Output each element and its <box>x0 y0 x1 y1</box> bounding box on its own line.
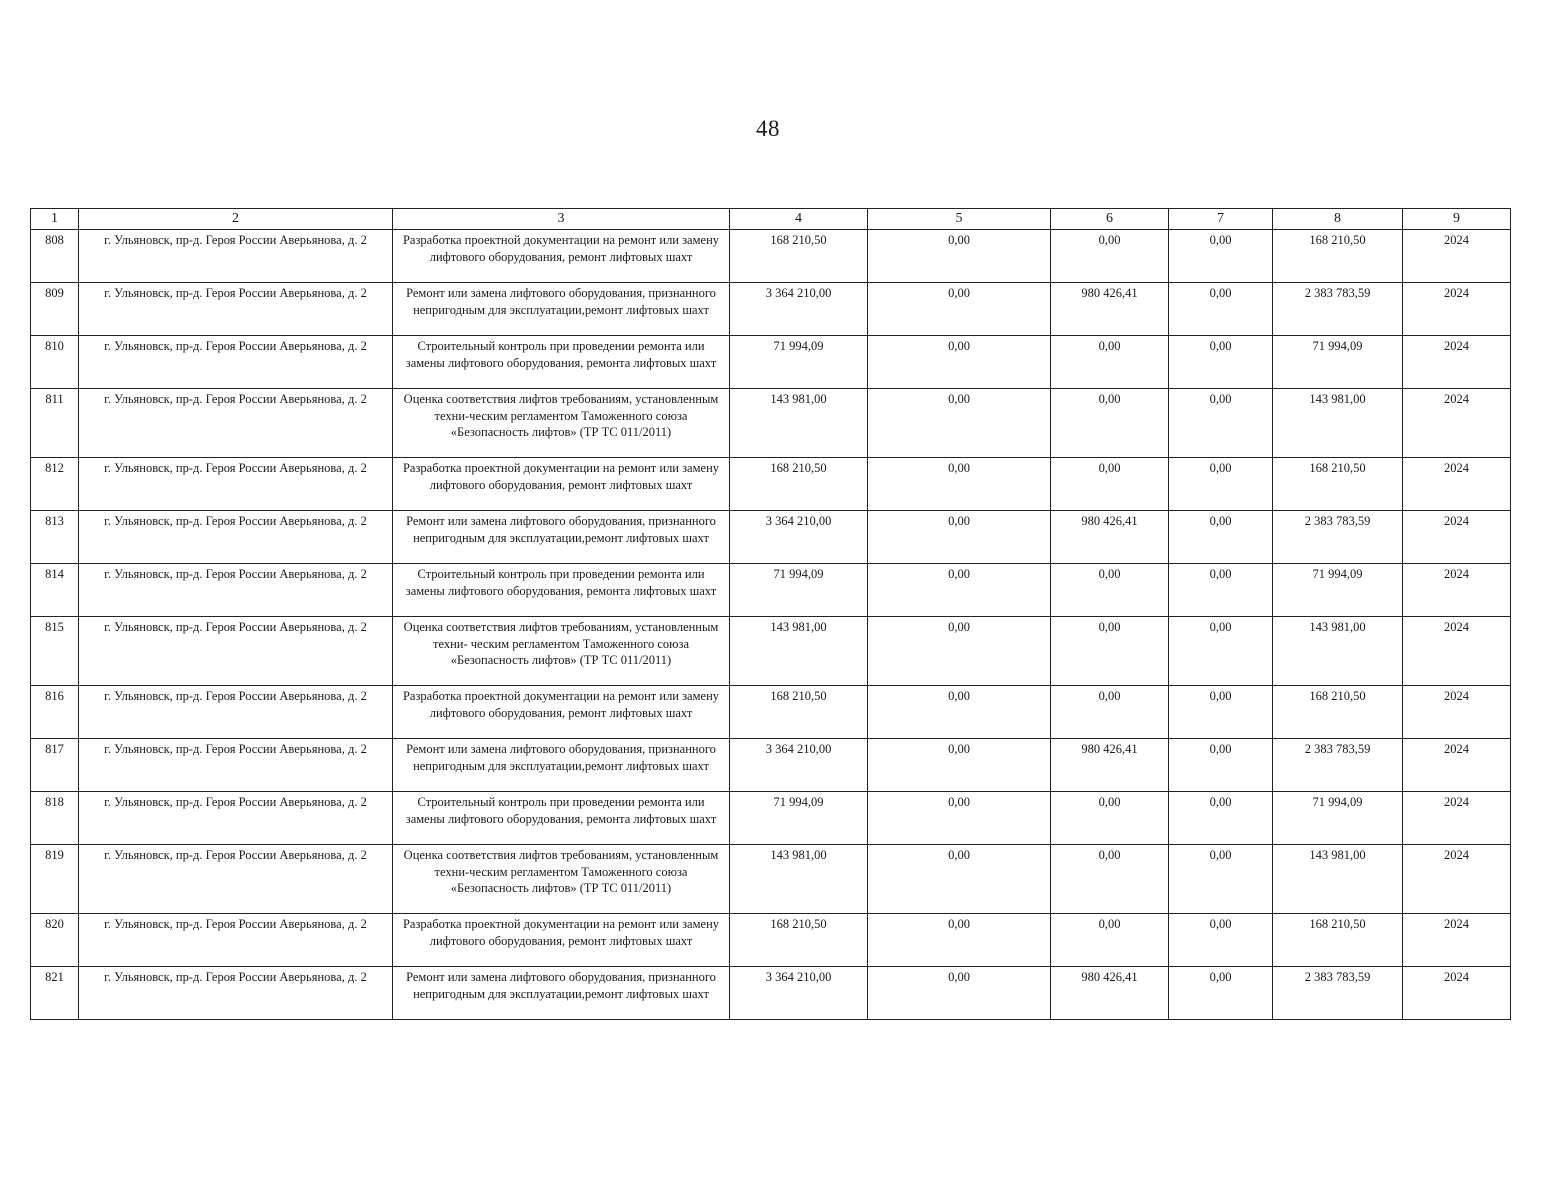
column-6-cell: 0,00 <box>1051 686 1169 739</box>
table-body <box>31 230 1511 1020</box>
column-4-cell: 168 210,50 <box>730 458 868 511</box>
column-8-cell: 143 981,00 <box>1273 845 1403 914</box>
column-header: 3 <box>393 209 730 230</box>
column-7-cell: 0,00 <box>1169 389 1273 458</box>
work-description-cell: Строительный контроль при проведении ремонта или замены лифтового оборудования, ремонта лифтовых шахт <box>393 792 730 845</box>
column-5-cell: 0,00 <box>868 564 1051 617</box>
column-5-cell: 0,00 <box>868 792 1051 845</box>
column-7-cell: 0,00 <box>1169 967 1273 1020</box>
column-9-cell: 2024 <box>1403 458 1511 511</box>
column-5-cell: 0,00 <box>868 617 1051 686</box>
page-number: 48 <box>756 116 780 141</box>
column-5-cell: 0,00 <box>868 283 1051 336</box>
column-9-cell: 2024 <box>1403 283 1511 336</box>
work-description-cell: Строительный контроль при проведении ремонта или замены лифтового оборудования, ремонта лифтовых шахт <box>393 564 730 617</box>
column-9-cell: 2024 <box>1403 336 1511 389</box>
column-7-cell: 0,00 <box>1169 617 1273 686</box>
address-cell: г. Ульяновск, пр-д. Героя России Аверьянова, д. 2 <box>79 389 393 458</box>
column-5-cell: 0,00 <box>868 739 1051 792</box>
work-description-cell: Разработка проектной документации на ремонт или замену лифтового оборудования, ремонт лифтовых шахт <box>393 458 730 511</box>
row-number-cell: 815 <box>31 617 79 686</box>
column-9-cell: 2024 <box>1403 564 1511 617</box>
column-5-cell: 0,00 <box>868 967 1051 1020</box>
row-number-cell: 816 <box>31 686 79 739</box>
work-description-cell: Строительный контроль при проведении ремонта или замены лифтового оборудования, ремонта лифтовых шахт <box>393 336 730 389</box>
work-description-cell: Ремонт или замена лифтового оборудования, признанного непригодным для эксплуатации,ремонт лифтовых шахт <box>393 283 730 336</box>
column-header: 7 <box>1169 209 1273 230</box>
column-8-cell: 71 994,09 <box>1273 792 1403 845</box>
column-6-cell: 980 426,41 <box>1051 283 1169 336</box>
column-5-cell: 0,00 <box>868 914 1051 967</box>
column-4-cell: 168 210,50 <box>730 230 868 283</box>
column-header: 2 <box>79 209 393 230</box>
column-7-cell: 0,00 <box>1169 845 1273 914</box>
column-7-cell: 0,00 <box>1169 564 1273 617</box>
column-4-cell: 143 981,00 <box>730 617 868 686</box>
column-7-cell: 0,00 <box>1169 458 1273 511</box>
column-4-cell: 3 364 210,00 <box>730 511 868 564</box>
address-cell: г. Ульяновск, пр-д. Героя России Аверьянова, д. 2 <box>79 336 393 389</box>
table-row <box>31 389 1511 458</box>
row-number-cell: 818 <box>31 792 79 845</box>
column-7-cell: 0,00 <box>1169 230 1273 283</box>
table-row <box>31 336 1511 389</box>
column-5-cell: 0,00 <box>868 686 1051 739</box>
address-cell: г. Ульяновск, пр-д. Героя России Аверьянова, д. 2 <box>79 617 393 686</box>
column-6-cell: 0,00 <box>1051 845 1169 914</box>
column-header: 5 <box>868 209 1051 230</box>
table-row <box>31 283 1511 336</box>
row-number-cell: 813 <box>31 511 79 564</box>
column-9-cell: 2024 <box>1403 739 1511 792</box>
column-header: 9 <box>1403 209 1511 230</box>
column-8-cell: 143 981,00 <box>1273 617 1403 686</box>
column-4-cell: 3 364 210,00 <box>730 739 868 792</box>
work-description-cell: Разработка проектной документации на ремонт или замену лифтового оборудования, ремонт лифтовых шахт <box>393 686 730 739</box>
row-number-cell: 814 <box>31 564 79 617</box>
column-7-cell: 0,00 <box>1169 511 1273 564</box>
row-number-cell: 809 <box>31 283 79 336</box>
column-9-cell: 2024 <box>1403 792 1511 845</box>
row-number-cell: 808 <box>31 230 79 283</box>
table-row <box>31 792 1511 845</box>
column-6-cell: 980 426,41 <box>1051 967 1169 1020</box>
work-description-cell: Оценка соответствия лифтов требованиям, установленным техни-ческим регламентом Таможенного союза «Безопасность лифтов» (ТР ТС 011/2011) <box>393 845 730 914</box>
column-8-cell: 2 383 783,59 <box>1273 283 1403 336</box>
column-5-cell: 0,00 <box>868 336 1051 389</box>
column-9-cell: 2024 <box>1403 914 1511 967</box>
row-number-cell: 821 <box>31 967 79 1020</box>
address-cell: г. Ульяновск, пр-д. Героя России Аверьянова, д. 2 <box>79 458 393 511</box>
work-description-cell: Оценка соответствия лифтов требованиям, установленным техни- ческим регламентом Таможенного союза «Безопасность лифтов» (ТР ТС 011/2011) <box>393 617 730 686</box>
row-number-cell: 817 <box>31 739 79 792</box>
column-6-cell: 980 426,41 <box>1051 511 1169 564</box>
row-number-cell: 811 <box>31 389 79 458</box>
column-5-cell: 0,00 <box>868 458 1051 511</box>
column-6-cell: 980 426,41 <box>1051 739 1169 792</box>
column-6-cell: 0,00 <box>1051 617 1169 686</box>
column-4-cell: 168 210,50 <box>730 686 868 739</box>
table-row <box>31 617 1511 686</box>
address-cell: г. Ульяновск, пр-д. Героя России Аверьянова, д. 2 <box>79 845 393 914</box>
column-header: 6 <box>1051 209 1169 230</box>
table-row <box>31 458 1511 511</box>
column-4-cell: 143 981,00 <box>730 845 868 914</box>
address-cell: г. Ульяновск, пр-д. Героя России Аверьянова, д. 2 <box>79 511 393 564</box>
column-8-cell: 2 383 783,59 <box>1273 511 1403 564</box>
column-6-cell: 0,00 <box>1051 914 1169 967</box>
column-4-cell: 71 994,09 <box>730 792 868 845</box>
column-8-cell: 168 210,50 <box>1273 914 1403 967</box>
data-table <box>30 208 1511 1020</box>
column-7-cell: 0,00 <box>1169 739 1273 792</box>
column-number-row <box>31 209 1511 230</box>
address-cell: г. Ульяновск, пр-д. Героя России Аверьянова, д. 2 <box>79 283 393 336</box>
work-description-cell: Разработка проектной документации на ремонт или замену лифтового оборудования, ремонт лифтовых шахт <box>393 914 730 967</box>
row-number-cell: 820 <box>31 914 79 967</box>
address-cell: г. Ульяновск, пр-д. Героя России Аверьянова, д. 2 <box>79 914 393 967</box>
column-5-cell: 0,00 <box>868 389 1051 458</box>
work-description-cell: Ремонт или замена лифтового оборудования, признанного непригодным для эксплуатации,ремонт лифтовых шахт <box>393 739 730 792</box>
address-cell: г. Ульяновск, пр-д. Героя России Аверьянова, д. 2 <box>79 792 393 845</box>
column-6-cell: 0,00 <box>1051 564 1169 617</box>
column-6-cell: 0,00 <box>1051 458 1169 511</box>
table-row <box>31 845 1511 914</box>
column-4-cell: 168 210,50 <box>730 914 868 967</box>
column-4-cell: 3 364 210,00 <box>730 967 868 1020</box>
column-header: 1 <box>31 209 79 230</box>
row-number-cell: 812 <box>31 458 79 511</box>
column-4-cell: 3 364 210,00 <box>730 283 868 336</box>
column-header: 4 <box>730 209 868 230</box>
column-6-cell: 0,00 <box>1051 792 1169 845</box>
address-cell: г. Ульяновск, пр-д. Героя России Аверьянова, д. 2 <box>79 967 393 1020</box>
column-7-cell: 0,00 <box>1169 792 1273 845</box>
address-cell: г. Ульяновск, пр-д. Героя России Аверьянова, д. 2 <box>79 739 393 792</box>
table-row <box>31 511 1511 564</box>
column-6-cell: 0,00 <box>1051 336 1169 389</box>
column-7-cell: 0,00 <box>1169 914 1273 967</box>
column-9-cell: 2024 <box>1403 967 1511 1020</box>
work-description-cell: Ремонт или замена лифтового оборудования, признанного непригодным для эксплуатации,ремонт лифтовых шахт <box>393 511 730 564</box>
table-row <box>31 686 1511 739</box>
work-description-cell: Разработка проектной документации на ремонт или замену лифтового оборудования, ремонт лифтовых шахт <box>393 230 730 283</box>
column-8-cell: 168 210,50 <box>1273 230 1403 283</box>
column-5-cell: 0,00 <box>868 230 1051 283</box>
column-9-cell: 2024 <box>1403 389 1511 458</box>
address-cell: г. Ульяновск, пр-д. Героя России Аверьянова, д. 2 <box>79 564 393 617</box>
column-4-cell: 71 994,09 <box>730 564 868 617</box>
column-5-cell: 0,00 <box>868 845 1051 914</box>
column-4-cell: 71 994,09 <box>730 336 868 389</box>
column-9-cell: 2024 <box>1403 686 1511 739</box>
column-8-cell: 143 981,00 <box>1273 389 1403 458</box>
table-row <box>31 914 1511 967</box>
address-cell: г. Ульяновск, пр-д. Героя России Аверьянова, д. 2 <box>79 686 393 739</box>
row-number-cell: 810 <box>31 336 79 389</box>
column-9-cell: 2024 <box>1403 230 1511 283</box>
column-8-cell: 71 994,09 <box>1273 564 1403 617</box>
table-row <box>31 967 1511 1020</box>
column-9-cell: 2024 <box>1403 845 1511 914</box>
address-cell: г. Ульяновск, пр-д. Героя России Аверьянова, д. 2 <box>79 230 393 283</box>
column-8-cell: 2 383 783,59 <box>1273 967 1403 1020</box>
column-9-cell: 2024 <box>1403 617 1511 686</box>
column-8-cell: 2 383 783,59 <box>1273 739 1403 792</box>
column-6-cell: 0,00 <box>1051 389 1169 458</box>
column-7-cell: 0,00 <box>1169 686 1273 739</box>
column-8-cell: 168 210,50 <box>1273 686 1403 739</box>
column-9-cell: 2024 <box>1403 511 1511 564</box>
column-8-cell: 71 994,09 <box>1273 336 1403 389</box>
row-number-cell: 819 <box>31 845 79 914</box>
table-row <box>31 564 1511 617</box>
work-description-cell: Оценка соответствия лифтов требованиям, установленным техни-ческим регламентом Таможенного союза «Безопасность лифтов» (ТР ТС 011/2011) <box>393 389 730 458</box>
work-description-cell: Ремонт или замена лифтового оборудования, признанного непригодным для эксплуатации,ремонт лифтовых шахт <box>393 967 730 1020</box>
table-row <box>31 230 1511 283</box>
column-7-cell: 0,00 <box>1169 336 1273 389</box>
column-6-cell: 0,00 <box>1051 230 1169 283</box>
column-5-cell: 0,00 <box>868 511 1051 564</box>
table-row <box>31 739 1511 792</box>
column-header: 8 <box>1273 209 1403 230</box>
column-7-cell: 0,00 <box>1169 283 1273 336</box>
column-4-cell: 143 981,00 <box>730 389 868 458</box>
column-8-cell: 168 210,50 <box>1273 458 1403 511</box>
